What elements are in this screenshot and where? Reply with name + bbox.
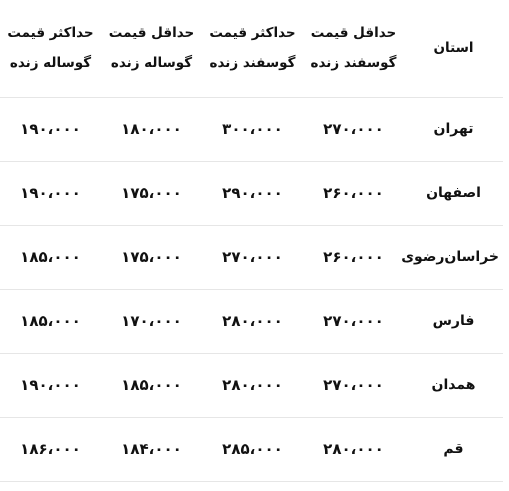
- header-line: گوساله زنده: [110, 55, 193, 72]
- cell-max-calf: ۱۹۰،۰۰۰: [0, 97, 101, 161]
- header-min-sheep: [303, 0, 404, 97]
- cell-min-calf: ۱۸۴،۰۰۰: [101, 417, 202, 481]
- table-row: [0, 161, 503, 225]
- cell-max-sheep: ۳۰۰،۰۰۰: [202, 97, 303, 161]
- header-line: حداقل قیمت: [108, 25, 195, 42]
- cell-min-calf: ۱۸۰،۰۰۰: [101, 97, 202, 161]
- table-row: [0, 289, 503, 353]
- header-line: گوسفند زنده: [209, 55, 296, 72]
- cell-min-sheep: ۲۶۰،۰۰۰: [303, 225, 404, 289]
- header-line: حداقل قیمت: [310, 25, 397, 42]
- cell-province: فارس: [404, 289, 503, 353]
- cell-max-calf: ۱۸۵،۰۰۰: [0, 289, 101, 353]
- cell-min-sheep: ۲۷۰،۰۰۰: [303, 97, 404, 161]
- header-line: گوساله زنده: [9, 55, 92, 72]
- cell-min-calf: ۱۸۵،۰۰۰: [101, 353, 202, 417]
- cell-max-calf: ۱۸۵،۰۰۰: [0, 225, 101, 289]
- table-row: [0, 417, 503, 481]
- cell-max-sheep: ۲۸۰،۰۰۰: [202, 353, 303, 417]
- cell-min-calf: ۱۷۰،۰۰۰: [101, 289, 202, 353]
- table-header-row: [0, 0, 503, 97]
- header-line: حداکثر قیمت: [7, 25, 94, 42]
- header-max-calf: [0, 0, 101, 97]
- header-province: [404, 0, 503, 97]
- cell-province: خراسان‌رضوی: [404, 225, 503, 289]
- cell-min-calf: ۱۷۵،۰۰۰: [101, 161, 202, 225]
- header-line: گوسفند زنده: [310, 55, 397, 72]
- table-row: [0, 97, 503, 161]
- cell-min-calf: ۱۷۵،۰۰۰: [101, 225, 202, 289]
- header-line: استان: [433, 40, 474, 57]
- cell-min-sheep: ۲۷۰،۰۰۰: [303, 353, 404, 417]
- header-line: حداکثر قیمت: [209, 25, 296, 42]
- cell-province: اصفهان: [404, 161, 503, 225]
- cell-max-sheep: ۲۸۵،۰۰۰: [202, 417, 303, 481]
- cell-min-sheep: ۲۷۰،۰۰۰: [303, 289, 404, 353]
- cell-max-calf: ۱۹۰،۰۰۰: [0, 161, 101, 225]
- cell-max-sheep: ۲۷۰،۰۰۰: [202, 225, 303, 289]
- table-row: [0, 225, 503, 289]
- cell-province: همدان: [404, 353, 503, 417]
- cell-province: قم: [404, 417, 503, 481]
- table-row: [0, 353, 503, 417]
- cell-min-sheep: ۲۸۰،۰۰۰: [303, 417, 404, 481]
- cell-max-sheep: ۲۹۰،۰۰۰: [202, 161, 303, 225]
- cell-max-calf: ۱۹۰،۰۰۰: [0, 353, 101, 417]
- header-max-sheep: [202, 0, 303, 97]
- cell-max-sheep: ۲۸۰،۰۰۰: [202, 289, 303, 353]
- cell-max-calf: ۱۸۶،۰۰۰: [0, 417, 101, 481]
- header-min-calf: [101, 0, 202, 97]
- cell-min-sheep: ۲۶۰،۰۰۰: [303, 161, 404, 225]
- cell-province: تهران: [404, 97, 503, 161]
